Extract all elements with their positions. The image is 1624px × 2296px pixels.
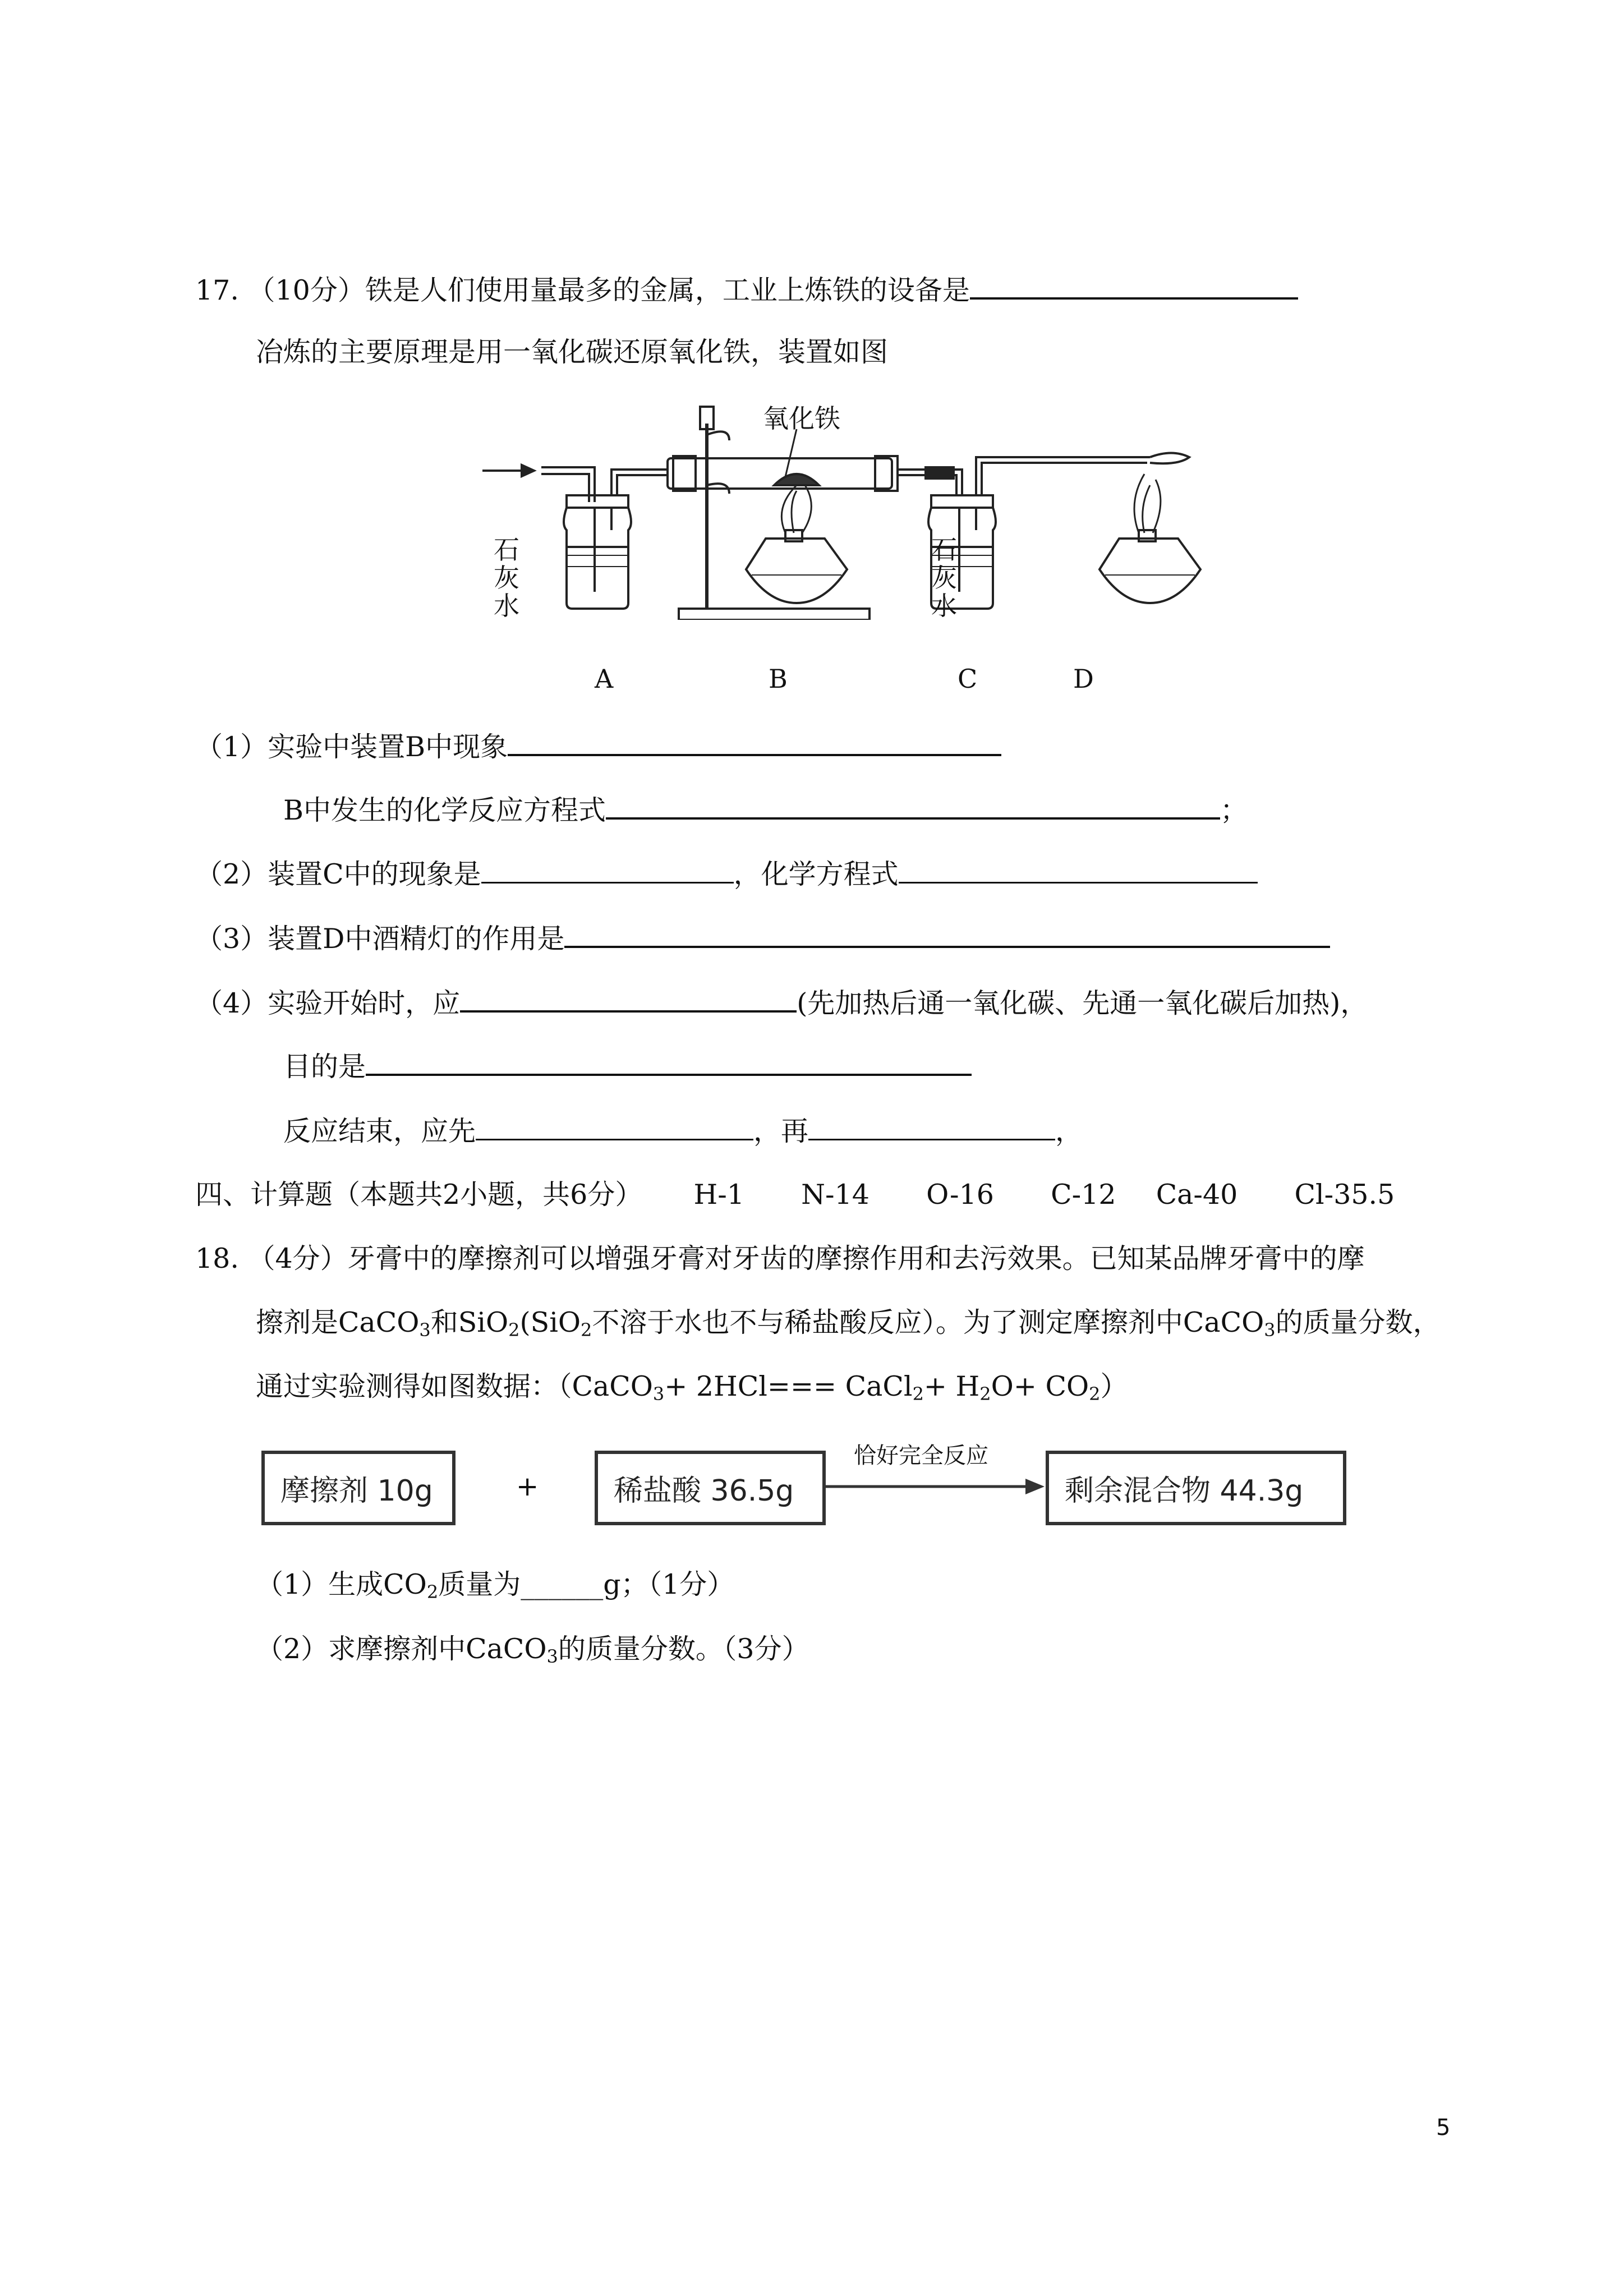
- iron-oxide-sample: [774, 474, 819, 485]
- q18-line2-b: 和SiO: [430, 1306, 509, 1338]
- flow-arrow: [826, 1475, 1046, 1498]
- atomic-mass-h: H-1: [693, 1179, 744, 1211]
- label-a: A: [595, 664, 614, 694]
- q18-line3-d: O+ CO: [991, 1370, 1089, 1402]
- flame-d: [1134, 474, 1161, 533]
- label-limewater-a: 石灰水: [494, 535, 519, 621]
- q17-stem: 17. （10分）铁是人们使用量最多的金属，工业上炼铁的设备是: [195, 274, 970, 306]
- stand-base: [679, 609, 869, 620]
- bottle-c-stopper: [931, 495, 993, 508]
- q18-line3-c: + H: [923, 1370, 980, 1402]
- flow-box-hcl: 稀盐酸 36.5g: [595, 1451, 826, 1525]
- flame-b: [781, 485, 811, 533]
- flow-plus: +: [516, 1471, 539, 1502]
- q17-blank-d-purpose[interactable]: [564, 921, 1330, 948]
- q17-sub4-choice: (先加热后通一氧化碳、先通一氧化碳后加热)，: [797, 987, 1368, 1019]
- q18-sub: 3: [419, 1319, 431, 1341]
- atomic-mass-cl: Cl-35.5: [1294, 1179, 1395, 1211]
- label-iron-oxide: 氧化铁: [763, 403, 840, 434]
- q18-line3-e: ）: [1100, 1370, 1128, 1402]
- q17-sub1-text: （1）实验中装置B中现象: [195, 731, 508, 763]
- q18-sub: 2: [581, 1319, 592, 1341]
- q17-blank-c-equation[interactable]: [899, 857, 1258, 884]
- q18-sub2-b: 的质量分数。（3分）: [558, 1633, 809, 1665]
- exhaust-nozzle: [1150, 453, 1189, 464]
- q18-sub1-b: 质量为______g；（1分）: [438, 1568, 735, 1600]
- section4-title: 四、计算题（本题共2小题，共6分）: [195, 1179, 643, 1211]
- q17-sub4b: [283, 1049, 972, 1084]
- q18-sub1: [256, 1568, 734, 1602]
- apparatus-diagram: [482, 395, 1206, 620]
- q17-blank-furnace[interactable]: [970, 273, 1298, 300]
- q17-blank-c-phenomenon[interactable]: [481, 857, 734, 884]
- label-limewater-c: 石灰水: [931, 535, 957, 621]
- q17-sub1b: [283, 793, 1248, 827]
- q18-line1: 18. （4分）牙膏中的摩擦剂可以增强牙膏对牙齿的摩擦作用和去污效果。已知某品牌牙膏中的摩: [195, 1243, 1365, 1274]
- q18-sub: 3: [652, 1383, 665, 1405]
- q17-blank-start-purpose[interactable]: [366, 1049, 972, 1076]
- q17-sub2-mid: ，化学方程式: [733, 858, 899, 890]
- q18-sub2-a: （2）求摩擦剂中CaCO: [256, 1633, 547, 1665]
- atomic-mass-o: O-16: [926, 1179, 994, 1211]
- q18-line2: [256, 1306, 1441, 1340]
- q17-sub2: [195, 857, 1258, 891]
- q17-sub2-text: （2）装置C中的现象是: [195, 858, 481, 890]
- q18-line2-d: 不溶于水也不与稀盐酸反应）。为了测定摩擦剂中CaCO: [592, 1306, 1264, 1338]
- q17-sub4-text: （4）实验开始时，应: [195, 987, 461, 1019]
- q18-sub: 3: [1264, 1319, 1276, 1341]
- q17-blank-end-first[interactable]: [476, 1114, 753, 1140]
- q18-line2-c: (SiO: [519, 1306, 581, 1338]
- q17-sub1b-text: B中发生的化学反应方程式: [283, 794, 606, 826]
- atomic-mass-n: N-14: [801, 1179, 869, 1211]
- q17-blank-end-then[interactable]: [808, 1114, 1055, 1140]
- q17-sub4c-text: 反应结束，应先: [283, 1115, 476, 1147]
- q18-sub: 2: [1089, 1383, 1101, 1405]
- q17-blank-b-equation[interactable]: [606, 793, 1220, 820]
- q17-sub1b-end: ；: [1220, 794, 1248, 826]
- q18-sub2: [256, 1632, 809, 1666]
- q17-sub4c-end: ，: [1055, 1115, 1083, 1147]
- q18-sub: 2: [979, 1383, 991, 1405]
- bottle-a-stopper: [567, 495, 628, 508]
- q17-sub4c: [283, 1114, 1083, 1148]
- atomic-mass-ca: Ca-40: [1156, 1179, 1238, 1211]
- bottle-a: [564, 508, 631, 609]
- label-b: B: [769, 664, 788, 694]
- q18-line3-b: + 2HCl=== CaCl: [664, 1370, 913, 1402]
- q17-blank-start-order[interactable]: [460, 986, 797, 1013]
- q17-sub4: [195, 986, 1368, 1020]
- q18-sub: 2: [508, 1319, 520, 1341]
- label-d: D: [1073, 664, 1094, 694]
- section4-header: [195, 1178, 1395, 1212]
- q17-sub1: [195, 729, 1001, 764]
- atomic-mass-c: C-12: [1051, 1179, 1116, 1211]
- alcohol-lamp-d: [1099, 539, 1200, 603]
- q17-blank-b-phenomenon[interactable]: [508, 729, 1001, 756]
- flow-box-abrasive: 摩擦剂 10g: [261, 1451, 456, 1525]
- q17-sub4b-text: 目的是: [283, 1051, 366, 1083]
- alcohol-lamp-b: [746, 539, 847, 603]
- q18-sub1-a: （1）生成CO: [256, 1568, 427, 1600]
- page-number: 5: [1436, 2115, 1451, 2141]
- q18-line2-e: 的质量分数，: [1275, 1306, 1441, 1338]
- q18-line3: [256, 1370, 1128, 1404]
- q18-line2-a: 擦剂是CaCO: [256, 1306, 420, 1338]
- q17-sub4c-mid: ，再: [753, 1115, 809, 1147]
- q18-sub: 2: [426, 1581, 439, 1603]
- q18-line3-a: 通过实验测得如图数据：（CaCO: [256, 1370, 653, 1402]
- q17-line1: [195, 273, 1298, 307]
- flow-box-remainder: 剩余混合物 44.3g: [1046, 1451, 1346, 1525]
- q18-sub: 3: [546, 1646, 558, 1667]
- q17-sub3-text: （3）装置D中酒精灯的作用是: [195, 923, 565, 955]
- q18-sub: 2: [912, 1383, 924, 1405]
- q17-line2: 冶炼的主要原理是用一氧化碳还原氧化铁，装置如图: [256, 336, 889, 368]
- q17-sub3: [195, 921, 1330, 956]
- flow-arrow-label: 恰好完全反应: [854, 1443, 988, 1469]
- label-c: C: [958, 664, 978, 694]
